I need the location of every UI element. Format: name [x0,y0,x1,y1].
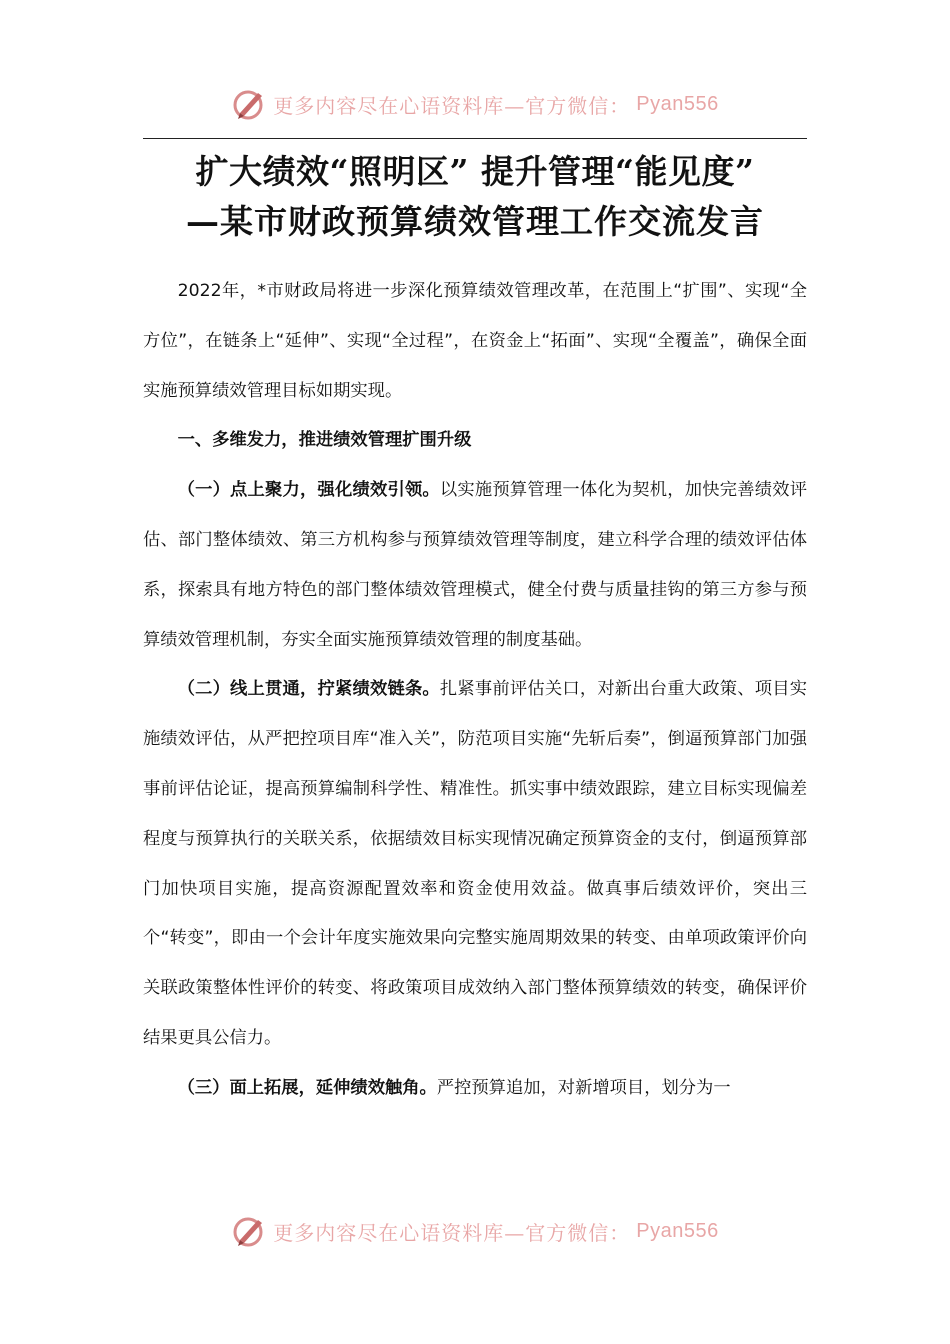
document-title: 扩大绩效“照明区” 提升管理“能见度” [195,152,755,191]
header-divider [143,138,807,139]
watermark-wechat-id: Pyan556 [636,92,719,115]
paragraph-lead: （一）点上聚力，强化绩效引领。 [177,480,440,501]
section-heading: 一、多维发力，推进绩效管理扩围升级 [177,430,472,451]
paragraph-lead: （二）线上贯通，拧紧绩效链条。 [177,679,440,700]
watermark-text: 更多内容尽在心语资料库—官方微信： [273,93,631,118]
intro-paragraph: 2022年，*市财政局将进一步深化预算绩效管理改革，在范围上“扩围”、实现“全方位”，在链条上“延伸”、实现“全过程”，在资金上“拓面”、实现“全覆盖”，确保全面实施预算绩效管理目标如期实现。 [143,281,807,401]
document-subtitle: —某市财政预算绩效管理工作交流发言 [186,202,764,241]
document-body [143,267,807,1114]
paragraph-surface [143,1064,807,1114]
paragraph-text: 严控预算追加，对新增项目，划分为一 [436,1077,731,1098]
paragraph-point [143,466,807,665]
paragraph-line [143,665,807,1063]
paragraph-lead: （三）面上拓展，延伸绩效触角。 [177,1077,437,1098]
paragraph-text: 扎紧事前评估关口，对新出台重大政策、项目实施绩效评估，从严把控项目库“准入关”，防范项目实施“先斩后奏”，倒逼预算部门加强事前评估论证，提高预算编制科学性、精准性。抓实事中绩效跟踪，建立目标实现偏差程度与预算执行的关联关系，依据绩效目标实现情况确定预算资金的支付，倒逼预算部门加快项目实施，提高资源配置效率和资金使用效益。做真事后绩效评价，突出三个“转变”，即由一个会计年度实施效果向完整实施周期效果的转变、由单项政策评价向关联政策整体性评价的转变、将政策项目成效纳入部门整体预算绩效的转变，确保评价结果更具公信力。 [143,679,807,1048]
paragraph-text: 以实施预算管理一体化为契机，加快完善绩效评估、部门整体绩效、第三方机构参与预算绩效管理等制度，建立科学合理的绩效评估体系，探索具有地方特色的部门整体绩效管理模式，健全付费与质量挂钩的第三方参与预算绩效管理机制，夯实全面实施预算绩效管理的制度基础。 [143,480,807,650]
watermark-text: 更多内容尽在心语资料库—官方微信： [273,1220,631,1245]
pen-circle-logo-icon [231,86,267,122]
pen-circle-logo-icon [231,1213,267,1249]
watermark-header [0,84,950,124]
watermark-footer [0,1211,950,1251]
watermark-wechat-id: Pyan556 [636,1219,719,1242]
